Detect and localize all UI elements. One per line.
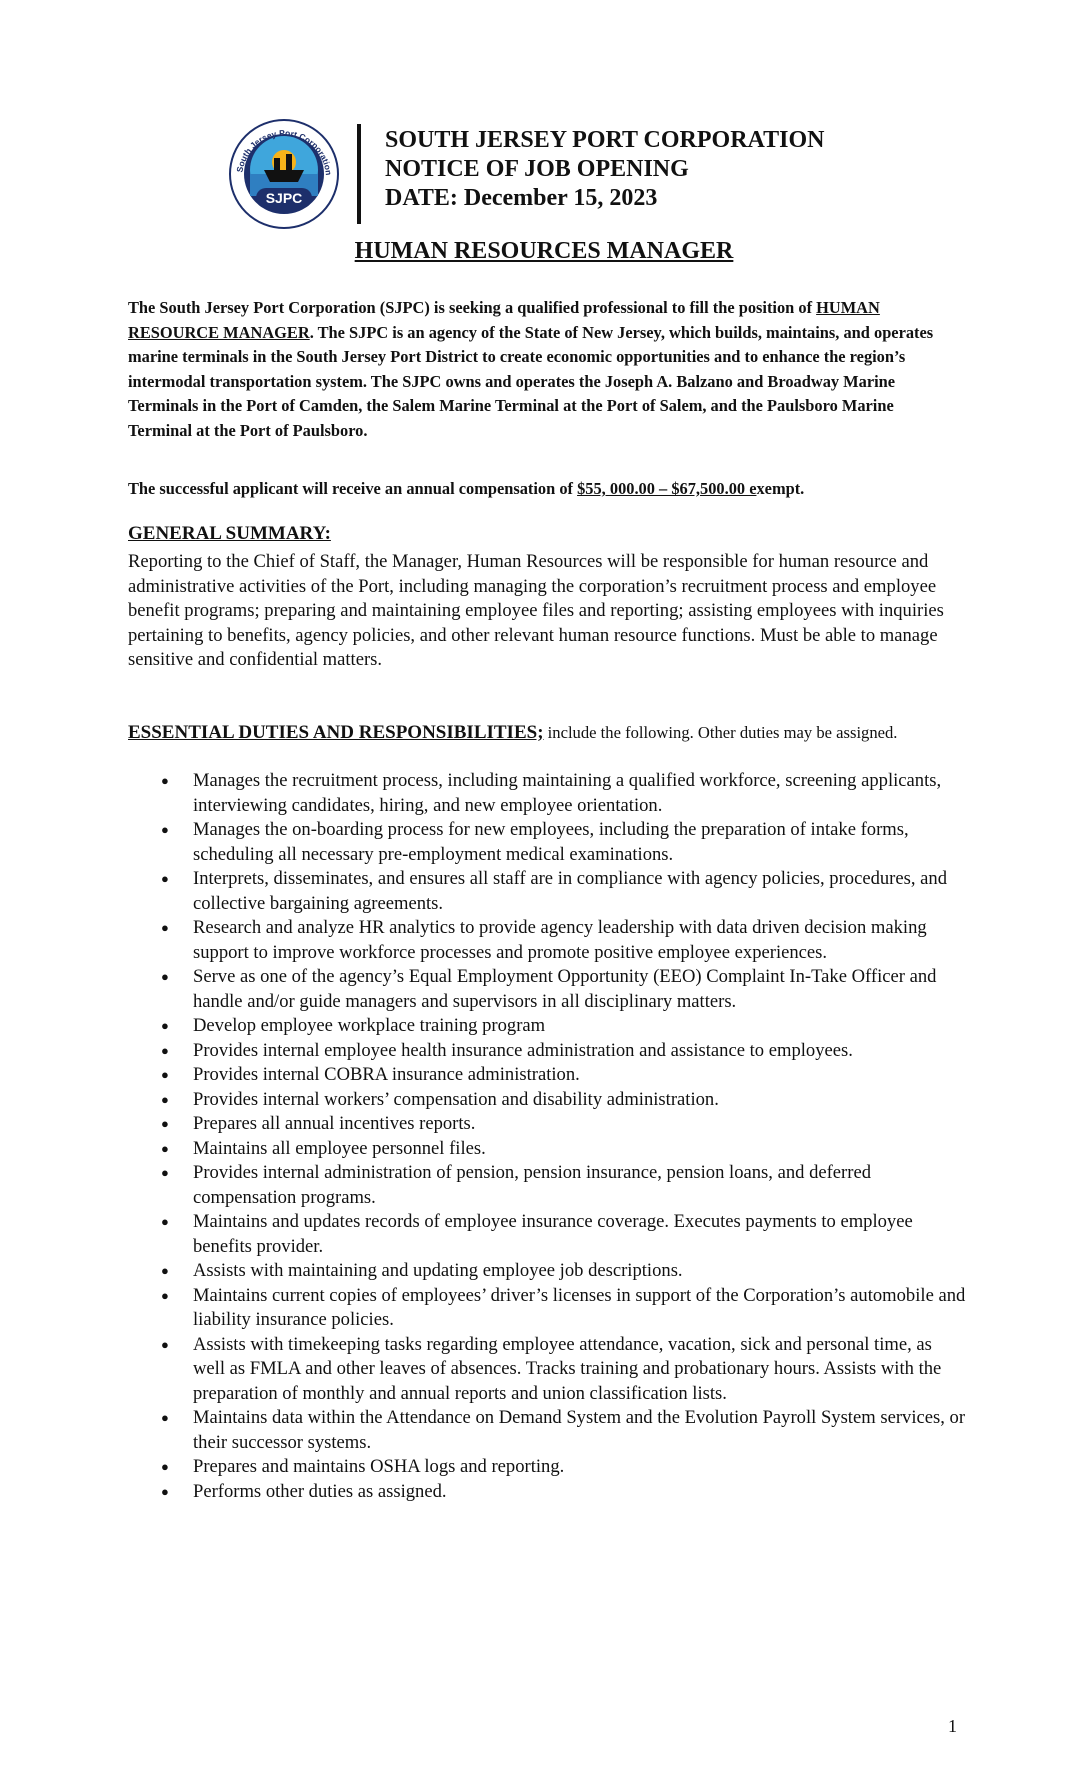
duty-text: Maintains and updates records of employee insurance coverage. Executes payments to employee benefits provider. xyxy=(193,1211,913,1257)
logo-text: SJPC xyxy=(265,190,303,206)
notice-date: DATE: December 15, 2023 xyxy=(385,185,658,211)
bullet-icon: ● xyxy=(161,1165,169,1180)
duty-item xyxy=(155,769,967,818)
job-title: HUMAN RESOURCES MANAGER xyxy=(354,238,734,264)
bullet-icon: ● xyxy=(161,1459,169,1474)
general-summary-heading: GENERAL SUMMARY: xyxy=(128,523,331,544)
duty-item xyxy=(155,1039,967,1064)
intro-text-2: . The SJPC is an agency of the State of New Jersey, which builds, maintains, and operates marine terminals in the South Jersey Port District to create economic opportunities and to enhance the region’s intermodal transportation system. The SJPC owns and operates the Joseph A. Balzano and Broadway Marine Terminals in the Port of Camden, the Salem Marine Terminal at the Port of Salem, and the Paulsboro Marine Terminal at the Port of Paulsboro. xyxy=(128,322,934,440)
duty-item xyxy=(155,1284,967,1333)
duty-text: Serve as one of the agency’s Equal Employment Opportunity (EEO) Complaint In-Take Officer and handle and/or guide managers and supervisors in all disciplinary matters. xyxy=(193,966,937,1012)
logo-arc-text: South Jersey Port Corporation xyxy=(234,127,334,176)
duty-item xyxy=(155,1455,967,1480)
notice-title: NOTICE OF JOB OPENING xyxy=(385,156,689,182)
compensation-suffix: xempt. xyxy=(756,479,805,498)
duty-item xyxy=(155,1088,967,1113)
duty-item xyxy=(155,965,967,1014)
duty-item xyxy=(155,818,967,867)
page-number: 1 xyxy=(948,1716,957,1736)
duties-list xyxy=(155,769,967,1504)
essential-duties-intro-text: include the following. Other duties may be assigned. xyxy=(543,723,898,742)
duty-text: Performs other duties as assigned. xyxy=(193,1480,447,1502)
header-block xyxy=(385,126,824,213)
duty-text: Research and analyze HR analytics to provide agency leadership with data driven decision making support to improve workforce processes and promote positive employee experiences. xyxy=(193,917,927,963)
intro-text-1: The South Jersey Port Corporation (SJPC) is seeking a qualified professional to fill the position of xyxy=(128,298,817,317)
duty-text: Provides internal workers’ compensation and disability administration. xyxy=(193,1088,719,1110)
duty-item xyxy=(155,1063,967,1088)
essential-duties-intro xyxy=(128,722,960,743)
bullet-icon: ● xyxy=(161,1483,169,1499)
compensation-range: $55, 000.00 – $67,500.00 e xyxy=(577,479,757,498)
duty-item xyxy=(155,1406,967,1455)
duty-item xyxy=(155,916,967,965)
intro-position: HUMAN RESOURCE MANAGER xyxy=(128,298,880,342)
bullet-icon: ● xyxy=(161,1018,169,1033)
duty-item xyxy=(155,1480,967,1505)
bullet-icon: ● xyxy=(161,822,169,837)
bullet-icon: ● xyxy=(161,1140,169,1156)
bullet-icon: ● xyxy=(161,920,169,935)
duty-text: Assists with timekeeping tasks regarding employee attendance, vacation, sick and personal time, as well as FMLA and other leaves of absences. Tracks training and probationary hours. Assists with the preparation of monthly and annual reports and union classification lists. xyxy=(193,1333,942,1404)
duty-item xyxy=(155,1014,967,1039)
duty-text: Provides internal employee health insurance administration and assistance to employees. xyxy=(193,1039,853,1061)
duty-item xyxy=(155,1259,967,1284)
bullet-icon: ● xyxy=(161,1287,169,1303)
duty-text: Prepares and maintains OSHA logs and reporting. xyxy=(193,1456,565,1477)
duty-item xyxy=(155,867,967,916)
duty-text: Maintains data within the Attendance on Demand System and the Evolution Payroll System services, or their successor systems. xyxy=(193,1407,966,1453)
duty-item xyxy=(155,1112,967,1137)
bullet-icon: ● xyxy=(161,1116,169,1131)
essential-duties-heading: ESSENTIAL DUTIES AND RESPONSIBILITIES; xyxy=(128,722,544,743)
bullet-icon: ● xyxy=(161,1336,169,1352)
sjpc-logo-graphic xyxy=(228,118,340,230)
bullet-icon: ● xyxy=(161,871,169,886)
duty-text: Manages the recruitment process, including maintaining a qualified workforce, screening applicants, interviewing candidates, hiring, and new employee orientation. xyxy=(193,770,942,816)
general-summary-body: Reporting to the Chief of Staff, the Manager, Human Resources will be responsible for human resource and administrative activities of the Port, including managing the corporation’s recruitment process and employee benefit programs; preparing and maintaining employee files and reporting; assisting employees with inquiries pertaining to benefits, agency policies, and other relevant human resource functions. Must be able to manage sensitive and confidential matters. xyxy=(128,551,944,671)
bullet-icon: ● xyxy=(161,1042,169,1058)
bullet-icon: ● xyxy=(161,1067,169,1082)
duty-text: Develop employee workplace training program xyxy=(193,1015,546,1036)
bullet-icon: ● xyxy=(161,773,169,788)
duty-text: Provides internal administration of pension, pension insurance, pension loans, and deferred compensation programs. xyxy=(193,1162,871,1208)
bullet-icon: ● xyxy=(161,969,169,984)
bullet-icon: ● xyxy=(161,1410,169,1425)
duty-text: Prepares all annual incentives reports. xyxy=(193,1113,476,1134)
duty-text: Interprets, disseminates, and ensures all staff are in compliance with agency policies, procedures, and collective bargaining agreements. xyxy=(193,868,947,914)
duty-text: Provides internal COBRA insurance administration. xyxy=(193,1064,580,1085)
duty-text: Maintains all employee personnel files. xyxy=(193,1137,486,1159)
header-divider xyxy=(357,124,361,224)
duty-item xyxy=(155,1161,967,1210)
sjpc-logo xyxy=(228,118,340,230)
compensation-line xyxy=(128,479,960,499)
duty-text: Assists with maintaining and updating employee job descriptions. xyxy=(193,1260,683,1281)
duty-item xyxy=(155,1333,967,1407)
compensation-prefix: The successful applicant will receive an annual compensation of xyxy=(128,479,578,498)
bullet-icon: ● xyxy=(161,1263,169,1278)
bullet-icon: ● xyxy=(161,1214,169,1229)
duty-item xyxy=(155,1210,967,1259)
duty-item xyxy=(155,1137,967,1162)
intro-paragraph xyxy=(128,296,960,444)
bullet-icon: ● xyxy=(161,1091,169,1107)
duty-text: Manages the on-boarding process for new employees, including the preparation of intake forms, scheduling all necessary pre-employment medical examinations. xyxy=(193,819,909,865)
duty-text: Maintains current copies of employees’ driver’s licenses in support of the Corporation’s automobile and liability insurance policies. xyxy=(193,1284,966,1330)
org-name: SOUTH JERSEY PORT CORPORATION xyxy=(385,127,825,153)
